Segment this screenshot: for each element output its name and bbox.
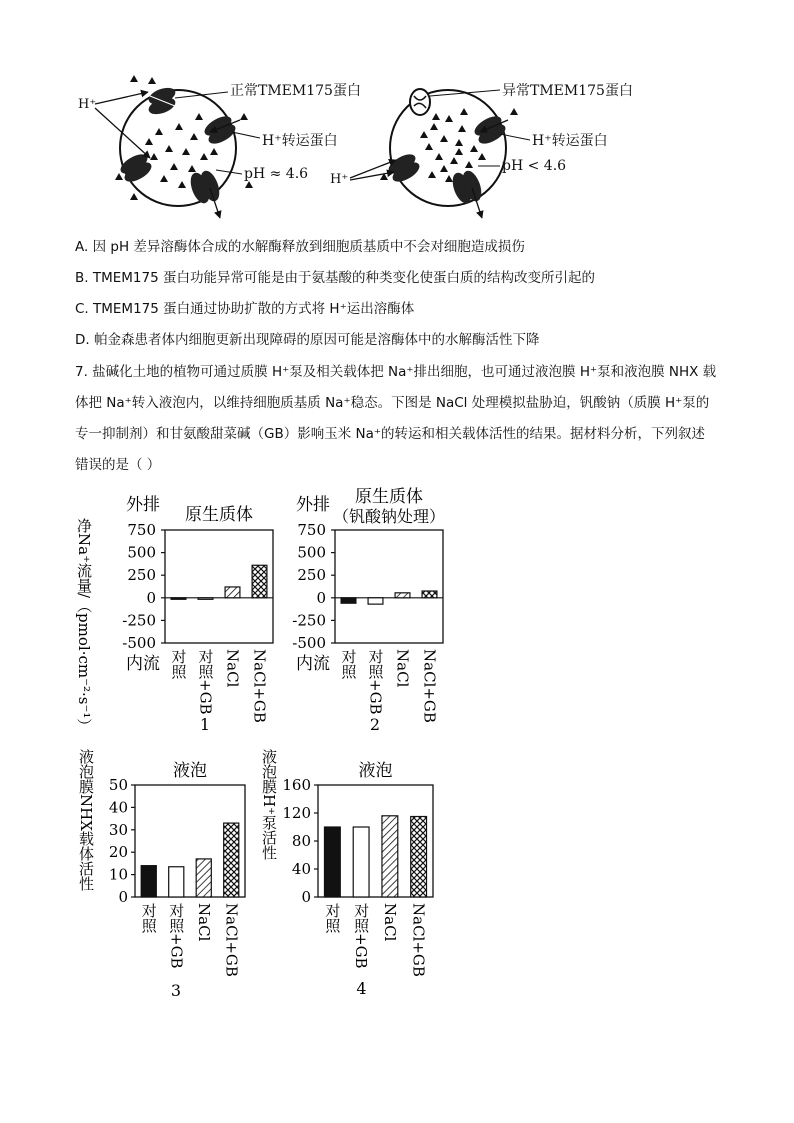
bar xyxy=(169,867,184,897)
category-label: NaCl+GB xyxy=(250,649,269,723)
y-tick-label: 500 xyxy=(297,543,326,562)
category-label: 对照 xyxy=(339,649,358,679)
bar xyxy=(225,587,240,598)
right-ph-label: pH < 4.6 xyxy=(502,158,567,174)
y-tick-label: -250 xyxy=(122,611,156,630)
chart-subtitle: （钒酸钠处理） xyxy=(332,507,446,526)
panel-number: 2 xyxy=(369,715,381,734)
chart-title: 液泡 xyxy=(173,761,207,781)
category-label: 对照+GB xyxy=(167,903,186,969)
bar xyxy=(422,591,437,598)
y-tick-label: 30 xyxy=(108,820,128,839)
category-label: NaCl+GB xyxy=(420,649,439,723)
chart-frame xyxy=(335,530,443,643)
y-tick-label: 80 xyxy=(291,832,311,850)
category-label: 对照+GB xyxy=(196,649,215,715)
category-label: 对照+GB xyxy=(366,649,385,715)
y-axis-label: 液泡膜H⁺泵活性 xyxy=(260,749,278,860)
transporter-protein-icon xyxy=(472,112,509,147)
lysosome-diagrams xyxy=(0,60,794,230)
left-ion-label: H⁺ xyxy=(78,97,97,112)
category-label: NaCl xyxy=(194,903,213,942)
y-tick-label: 250 xyxy=(297,566,326,585)
left-ph-label: pH ≈ 4.6 xyxy=(244,166,309,182)
bar xyxy=(395,593,410,598)
y-tick-label: 750 xyxy=(297,521,326,539)
panel-number: 4 xyxy=(356,979,367,998)
option-d: D. 帕金森患者体内细胞更新出现障碍的原因可能是溶酶体中的水解酶活性下降 xyxy=(75,332,540,348)
category-label: NaCl+GB xyxy=(222,903,241,977)
influx-label: 内流 xyxy=(126,654,160,674)
left-protein-label: 正常TMEM175蛋白 xyxy=(230,83,361,99)
y-tick-label: 50 xyxy=(108,776,128,794)
left-transporter-label: H⁺转运蛋白 xyxy=(262,133,338,149)
bar xyxy=(252,565,267,598)
y-tick-label: 250 xyxy=(127,566,156,585)
y-tick-label: 20 xyxy=(108,843,128,862)
chart-title: 液泡 xyxy=(358,761,393,781)
bar xyxy=(171,598,186,600)
question-7-line-4: 错误的是（ ） xyxy=(75,457,161,473)
y-tick-label: -500 xyxy=(122,634,156,652)
bar xyxy=(198,598,213,600)
bar xyxy=(324,827,340,897)
category-label: 对照 xyxy=(169,649,188,679)
y-tick-label: 0 xyxy=(316,588,326,607)
option-b: B. TMEM175 蛋白功能异常可能是由于氨基酸的种类变化使蛋白质的结构改变所引起的 xyxy=(75,270,595,286)
y-tick-label: 500 xyxy=(127,543,156,562)
y-tick-label: -250 xyxy=(292,611,326,630)
y-axis-label: 净Na⁺流量/（pmol·cm⁻²·s⁻¹） xyxy=(75,518,93,734)
category-label: NaCl xyxy=(223,649,242,688)
transporter-protein-icon xyxy=(449,168,485,206)
option-c: C. TMEM175 蛋白通过协助扩散的方式将 H⁺运出溶酶体 xyxy=(75,301,415,317)
question-7-line-2: 体把 Na⁺转入液泡内，以维持细胞质基质 Na⁺稳态。下图是 NaCl 处理模拟盐胁迫，钒酸钠（质膜 H⁺泵的 xyxy=(75,395,710,411)
bar xyxy=(141,866,156,897)
transporter-protein-icon xyxy=(118,150,155,185)
question-7-line-1: 7. 盐碱化土地的植物可通过质膜 H⁺泵及相关载体把 Na⁺排出细胞，也可通过液泡膜 H⁺泵和液泡膜 NHX 载 xyxy=(75,364,717,380)
question-7-line-3: 专一抑制剂）和甘氨酸甜菜碱（GB）影响玉米 Na⁺的转运和相关载体活性的结果。据材料分析，下列叙述 xyxy=(75,426,706,442)
y-tick-label: 40 xyxy=(108,798,128,817)
y-axis-label: 液泡膜NHX载体活性 xyxy=(77,749,95,891)
y-tick-label: 0 xyxy=(301,888,311,906)
chart-title: 原生质体 xyxy=(185,505,253,525)
efflux-label: 外排 xyxy=(296,495,330,515)
category-label: 对照 xyxy=(323,903,342,933)
y-tick-label: -500 xyxy=(292,634,326,652)
abnormal-lysosome xyxy=(350,89,530,218)
category-label: 对照 xyxy=(139,903,158,933)
category-label: NaCl xyxy=(393,649,412,688)
abnormal-protein-icon xyxy=(410,89,430,115)
transporter-protein-icon xyxy=(202,112,239,147)
influx-label: 内流 xyxy=(296,654,330,674)
bar xyxy=(368,598,383,604)
bar xyxy=(196,859,211,897)
y-tick-label: 0 xyxy=(118,888,128,906)
bar xyxy=(353,827,369,897)
bar xyxy=(411,817,427,898)
category-label: NaCl xyxy=(380,903,399,942)
y-tick-label: 40 xyxy=(291,860,311,878)
option-a: A. 因 pH 差异溶酶体合成的水解酶释放到细胞质基质中不会对细胞造成损伤 xyxy=(75,239,525,255)
right-protein-label: 异常TMEM175蛋白 xyxy=(502,83,633,99)
bar xyxy=(382,816,398,897)
y-tick-label: 160 xyxy=(282,776,311,794)
right-transporter-label: H⁺转运蛋白 xyxy=(532,133,608,149)
bar xyxy=(224,823,239,897)
y-tick-label: 10 xyxy=(108,865,128,884)
panel-number: 3 xyxy=(170,981,182,1000)
y-tick-label: 120 xyxy=(282,804,311,822)
category-label: NaCl+GB xyxy=(409,903,428,977)
transporter-protein-icon xyxy=(146,85,177,118)
y-tick-label: 0 xyxy=(146,588,156,607)
right-ion-label: H⁺ xyxy=(330,172,349,187)
bar xyxy=(341,598,356,603)
category-label: 对照+GB xyxy=(352,903,371,969)
bar-charts xyxy=(0,470,794,1010)
y-tick-label: 750 xyxy=(127,521,156,539)
chart-title: 原生质体 xyxy=(355,487,423,507)
transporter-protein-icon xyxy=(187,168,223,206)
efflux-label: 外排 xyxy=(126,495,160,515)
panel-number: 1 xyxy=(199,715,211,734)
